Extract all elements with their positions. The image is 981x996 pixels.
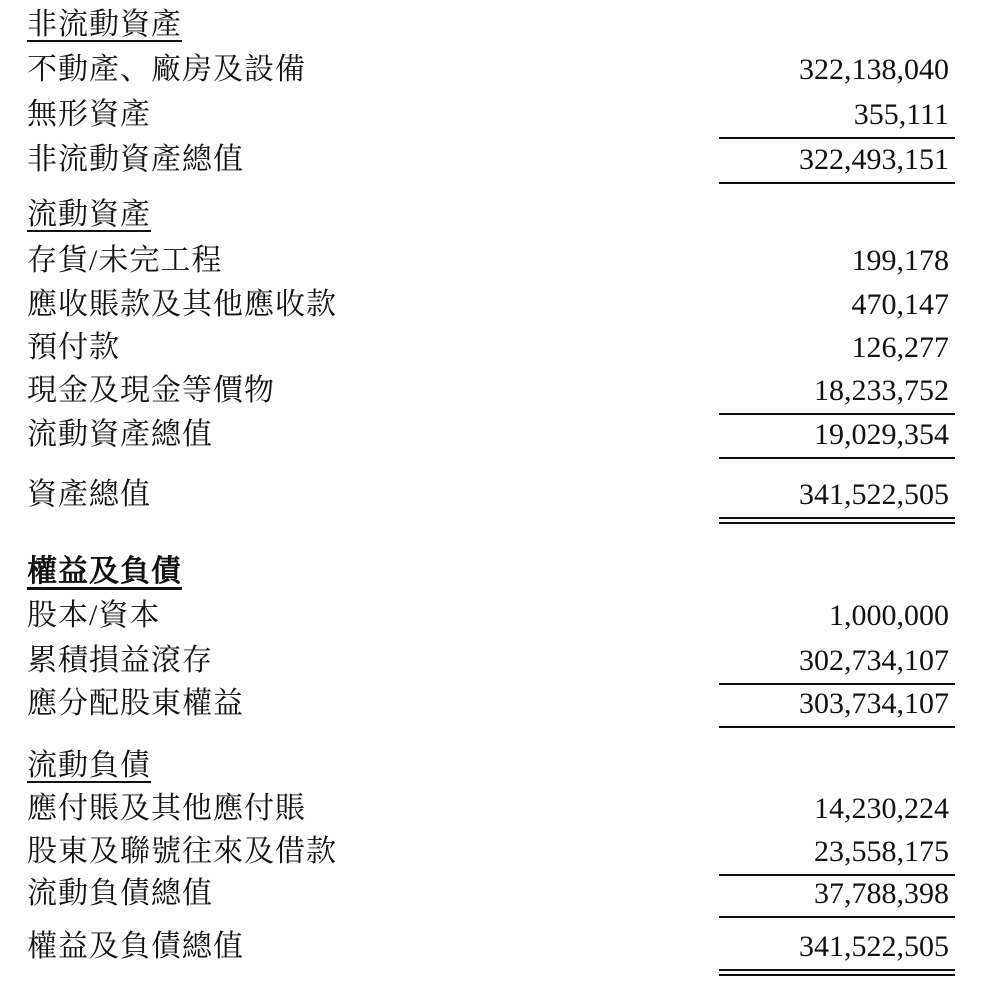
row-value: 355,111 xyxy=(719,98,955,139)
row-value: 37,788,398 xyxy=(719,877,955,918)
row-value: 341,522,505 xyxy=(719,478,955,524)
section-label: 流動資產 xyxy=(27,198,151,231)
row-value: 303,734,107 xyxy=(719,687,955,728)
row-label: 應付賬及其他應付賬 xyxy=(27,792,306,825)
row-label: 資產總值 xyxy=(27,478,151,511)
row-payables xyxy=(27,792,955,826)
row-label: 應分配股東權益 xyxy=(27,687,244,720)
section-current-liabilities xyxy=(27,749,955,783)
row-value: 322,493,151 xyxy=(719,143,955,184)
row-total-equity-and-liabilities xyxy=(27,930,955,976)
row-inventory-wip xyxy=(27,244,955,278)
row-value: 23,558,175 xyxy=(719,835,955,876)
row-intangible-assets xyxy=(27,98,955,139)
row-property-plant-equipment xyxy=(27,53,955,87)
row-value: 470,147 xyxy=(851,288,949,321)
row-total-current-assets xyxy=(27,418,955,459)
row-label: 存貨/未完工程 xyxy=(27,244,223,277)
row-label: 現金及現金等價物 xyxy=(27,374,275,407)
row-value: 341,522,505 xyxy=(719,930,955,976)
row-label: 股東及聯號往來及借款 xyxy=(27,835,337,868)
row-cash-equivalents xyxy=(27,374,955,415)
row-label: 流動資產總值 xyxy=(27,418,213,451)
row-value: 126,277 xyxy=(851,331,949,364)
row-label: 非流動資產總值 xyxy=(27,143,244,176)
row-value: 322,138,040 xyxy=(799,53,949,86)
section-label: 非流動資產 xyxy=(27,8,182,41)
row-value: 1,000,000 xyxy=(829,599,949,632)
row-label: 預付款 xyxy=(27,331,120,364)
row-value: 302,734,107 xyxy=(719,644,955,685)
row-label: 無形資產 xyxy=(27,98,151,131)
row-equity-attributable-shareholders xyxy=(27,687,955,728)
row-prepayments xyxy=(27,331,955,365)
row-label: 累積損益滾存 xyxy=(27,644,213,677)
section-non-current-assets xyxy=(27,8,955,42)
row-receivables xyxy=(27,288,955,322)
row-value: 19,029,354 xyxy=(719,418,955,459)
row-label: 應收賬款及其他應收款 xyxy=(27,288,337,321)
row-shareholder-related-loans xyxy=(27,835,955,876)
row-value: 14,230,224 xyxy=(814,792,949,825)
row-value: 18,233,752 xyxy=(719,374,955,415)
section-label: 流動負債 xyxy=(27,749,151,782)
section-current-assets xyxy=(27,198,955,232)
row-share-capital xyxy=(27,599,955,633)
row-label: 權益及負債總值 xyxy=(27,930,244,963)
row-accumulated-profit-reserve xyxy=(27,644,955,685)
row-total-assets xyxy=(27,478,955,524)
section-equity-and-liabilities xyxy=(27,555,955,589)
row-label: 股本/資本 xyxy=(27,599,161,632)
row-label: 不動產、廠房及設備 xyxy=(27,53,306,86)
row-total-non-current-assets xyxy=(27,143,955,184)
section-label: 權益及負債 xyxy=(27,555,182,588)
row-total-current-liabilities xyxy=(27,877,955,918)
row-label: 流動負債總值 xyxy=(27,877,213,910)
row-value: 199,178 xyxy=(851,244,949,277)
